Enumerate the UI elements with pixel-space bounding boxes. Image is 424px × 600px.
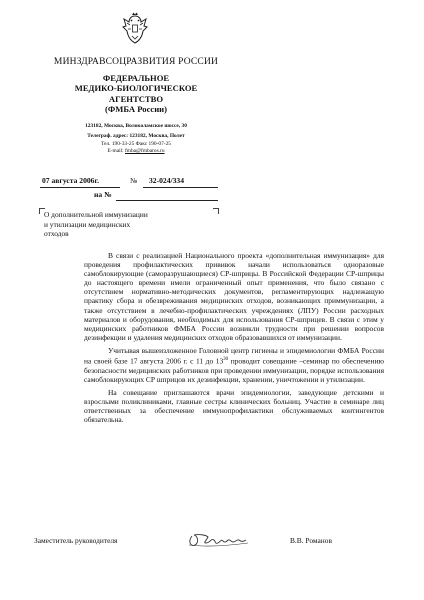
letter-body bbox=[84, 251, 384, 424]
body-paragraph-2 bbox=[84, 346, 384, 384]
reply-to-label: на № bbox=[94, 190, 112, 199]
body-paragraph-1: В связи с реализацией Национального проекта «дополнительная иммунизация» для проведения профилактических прививок начали использоваться одноразовые самоблокирующие (саморазрушающиеся) СР-шприцы. В Российской Федерации СР-шприцы до настоящего времени имели ограниченный опыт применения, что было связано с отсутствием нормативно-методических документов, регламентирующих надлежащую практику сбора и обезвреживания медицинских отходов, возникающих приммунизации, а также отсутствием в лечебно-профилактических учреждениях (ЛПУ) России расходных материалов и оборудования, необходимых для использования СР-шприцев. В связи с этим у медицинских работников ФМБА России возникли трудности при решении вопросов дезинфекции и удаления медицинских отходов образовавшихся от иммунизации. bbox=[84, 251, 384, 342]
number-sign: № bbox=[130, 176, 138, 185]
number-underline bbox=[143, 187, 218, 188]
body-paragraph-3: На совещание приглашаются врачи эпидемиологии, заведующие детскими и взрослыми поликлиниками, главные сестры клинических больниц. Участие в семинаре лиц ответственных за обеспечение иммунопрофилактики обслуживаемых контингентов обязательна. bbox=[84, 387, 384, 425]
contacts-block bbox=[36, 141, 236, 155]
letter-number: 32-024/334 bbox=[149, 176, 185, 185]
subject-line-3: отходов bbox=[44, 229, 69, 239]
address-block bbox=[36, 122, 236, 141]
date-underline bbox=[40, 187, 120, 188]
reply-to-underline bbox=[116, 200, 218, 201]
p2-before: Учитывая вышеизложенное Головной центр гигиены и эпидемиологии ФМБА России на своей базе 17 августа 2006 г. с 11 до 13 bbox=[84, 345, 384, 366]
agency-name bbox=[36, 73, 236, 115]
signatory-title: Заместитель руководителя bbox=[34, 536, 118, 545]
agency-line-3: АГЕНТСТВО bbox=[108, 93, 164, 104]
subject-line-2: и утилизации медицинских bbox=[44, 219, 131, 229]
ministry-name: МИНЗДРАВСОЦРАЗВИТИЯ РОССИИ bbox=[53, 57, 219, 67]
subject-line-1: О дополнительной иммунизации bbox=[44, 210, 148, 219]
p2-after: проводит совещание –семинар по обеспечению безопасности медицинских работников при проведении иммунизации, порядке использования самоблокирующих СР шприцов их дезинфекции, хранении, уничтожении и утилизации. bbox=[84, 356, 384, 384]
email-link[interactable]: fmba@fmbaros.ru bbox=[124, 148, 165, 155]
agency-line-1: ФЕДЕРАЛЬНОЕ bbox=[102, 73, 170, 83]
letter-date: 07 августа 2006г. bbox=[42, 176, 99, 185]
agency-line-4: (ФМБА России) bbox=[104, 104, 167, 115]
agency-line-2: МЕДИКО-БИОЛОГИЧЕСКОЕ bbox=[74, 83, 198, 94]
letter-subject bbox=[44, 210, 214, 239]
time-superscript: 30 bbox=[223, 357, 229, 363]
email-label: E-mail: bbox=[107, 148, 124, 155]
phone-fax: Тел. 190-33-25 Факс 190-07-25 bbox=[100, 141, 171, 147]
russian-coat-of-arms-icon bbox=[120, 12, 150, 46]
telegraph-address: Телеграф. адрес: 123182, Москва, Полет bbox=[87, 132, 185, 139]
email-line bbox=[36, 148, 236, 155]
signatory-name: В.В. Романов bbox=[290, 536, 332, 545]
handwritten-signature bbox=[186, 531, 256, 551]
postal-address: 123182, Москва, Волоколамское шоссе, 30 bbox=[85, 123, 187, 129]
